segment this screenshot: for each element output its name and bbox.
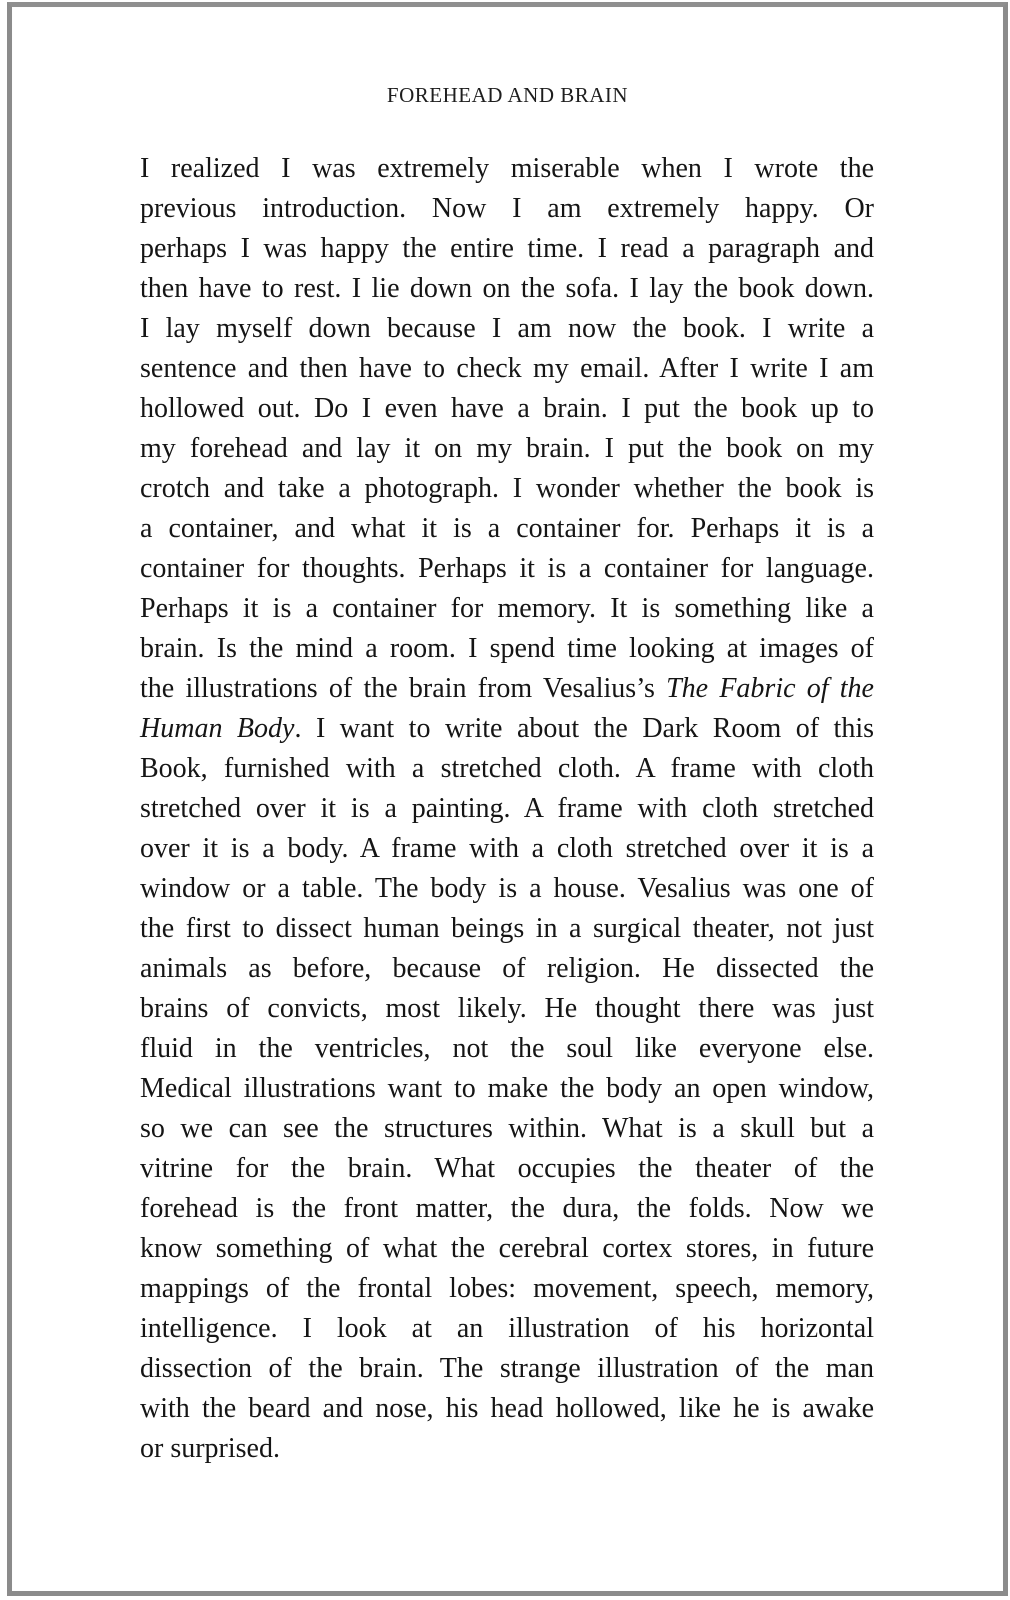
text-segment: stretched over it is a painting. A frame with cloth stretched [140, 793, 874, 824]
text-line [140, 149, 874, 189]
text-line [140, 229, 874, 269]
text-segment: vitrine for the brain. What occupies the theater of the [140, 1153, 874, 1184]
text-segment: dissection of the brain. The strange illustration of the man [140, 1353, 874, 1384]
text-line [140, 1029, 874, 1069]
text-segment: Book, furnished with a stretched cloth. A frame with cloth [140, 753, 874, 784]
body-text [140, 149, 874, 1469]
text-line [140, 389, 874, 429]
text-segment: my forehead and lay it on my brain. I put the book on my [140, 433, 874, 464]
text-line [140, 1429, 874, 1469]
text-segment: then have to rest. I lie down on the sofa. I lay the book down. [140, 273, 874, 304]
text-line [140, 989, 874, 1029]
book-page [7, 2, 1008, 1596]
text-segment: . I want to write about the Dark Room of this [294, 713, 874, 744]
text-segment: forehead is the front matter, the dura, the folds. Now we [140, 1193, 874, 1224]
text-line [140, 189, 874, 229]
text-segment: so we can see the structures within. What is a skull but a [140, 1113, 874, 1144]
text-segment: with the beard and nose, his head hollowed, like he is awake [140, 1393, 874, 1424]
text-line [140, 469, 874, 509]
text-line [140, 669, 874, 709]
text-segment: I lay myself down because I am now the book. I write a [140, 313, 874, 344]
text-segment: sentence and then have to check my email. After I write I am [140, 353, 874, 384]
text-line [140, 589, 874, 629]
text-segment: container for thoughts. Perhaps it is a container for language. [140, 553, 874, 584]
text-segment: perhaps I was happy the entire time. I read a paragraph and [140, 233, 874, 264]
text-segment: Perhaps it is a container for memory. It is something like a [140, 593, 874, 624]
text-segment: or surprised. [140, 1433, 280, 1464]
text-line [140, 829, 874, 869]
text-line [140, 549, 874, 589]
text-line [140, 1189, 874, 1229]
text-line [140, 429, 874, 469]
text-segment: brains of convicts, most likely. He thought there was just [140, 993, 874, 1024]
text-line [140, 789, 874, 829]
text-line [140, 269, 874, 309]
text-segment: a container, and what it is a container for. Perhaps it is a [140, 513, 874, 544]
text-line [140, 749, 874, 789]
italic-book-title: The Fabric of the [666, 673, 874, 704]
text-line [140, 1149, 874, 1189]
text-line [140, 1389, 874, 1429]
text-segment: the illustrations of the brain from Vesalius’s [140, 673, 667, 704]
text-segment: Medical illustrations want to make the body an open window, [140, 1073, 874, 1104]
text-segment: window or a table. The body is a house. Vesalius was one of [140, 873, 874, 904]
text-line [140, 909, 874, 949]
text-line [140, 1109, 874, 1149]
text-segment: brain. Is the mind a room. I spend time looking at images of [140, 633, 874, 664]
text-segment: previous introduction. Now I am extremely happy. Or [140, 193, 874, 224]
text-line [140, 949, 874, 989]
text-line [140, 1069, 874, 1109]
text-segment: fluid in the ventricles, not the soul like everyone else. [140, 1033, 874, 1064]
text-line [140, 869, 874, 909]
text-segment: over it is a body. A frame with a cloth stretched over it is a [140, 833, 874, 864]
text-line [140, 1269, 874, 1309]
text-segment: animals as before, because of religion. He dissected the [140, 953, 874, 984]
text-line [140, 709, 874, 749]
text-segment: the first to dissect human beings in a surgical theater, not just [140, 913, 874, 944]
text-line [140, 1229, 874, 1269]
text-line [140, 629, 874, 669]
text-line [140, 309, 874, 349]
text-segment: hollowed out. Do I even have a brain. I put the book up to [140, 393, 874, 424]
text-segment: intelligence. I look at an illustration of his horizontal [140, 1313, 874, 1344]
text-segment: mappings of the frontal lobes: movement, speech, memory, [140, 1273, 874, 1304]
running-head: FOREHEAD AND BRAIN [386, 83, 629, 107]
text-segment: I realized I was extremely miserable when I wrote the [140, 153, 874, 184]
text-segment: crotch and take a photograph. I wonder whether the book is [140, 473, 874, 504]
text-line [140, 349, 874, 389]
text-line [140, 509, 874, 549]
text-segment: know something of what the cerebral cortex stores, in future [140, 1233, 874, 1264]
text-line [140, 1349, 874, 1389]
italic-book-title: Human Body [140, 713, 295, 744]
text-line [140, 1309, 874, 1349]
